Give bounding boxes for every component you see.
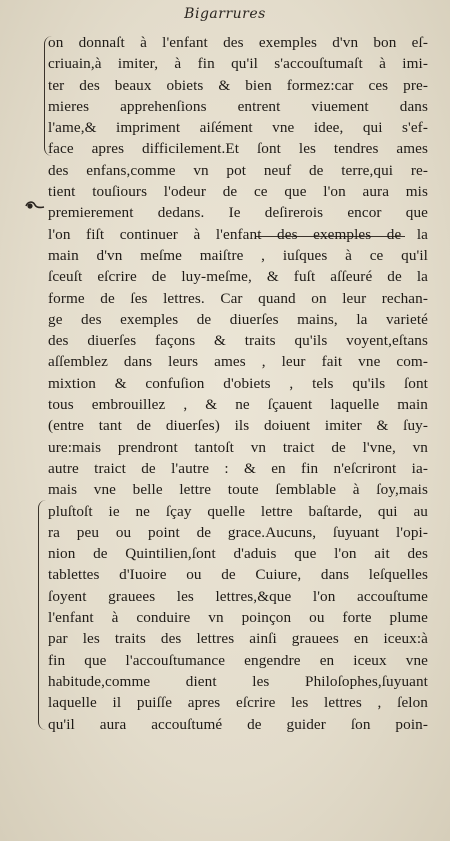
text-line: tient touſiours l'odeur de ce que l'on aura mis: [48, 183, 428, 201]
text-line: criuain,à imiter, à fin qu'il s'accouſtumaſt à imi-: [48, 55, 428, 73]
text-line: ge des exemples de diuerſes mains, la varieté: [48, 310, 428, 328]
manicule-mark-icon: [24, 198, 46, 214]
text-line: mais vne belle lettre toute ſemblable à ſoy,mais: [48, 481, 428, 499]
running-header: Bigarrures: [184, 6, 266, 22]
text-line: qu'il aura accouſtumé de guider ſon poin-: [48, 715, 428, 733]
text-line: tous embrouillez , & ne ſçauent laquelle main: [48, 396, 428, 414]
text-line: l'on fiſt continuer à l'enfant des exemples de la: [48, 225, 428, 243]
text-line: laquelle il puiſſe apres eſcrire les lettres , ſelon: [48, 694, 428, 712]
text-line: mieres apprehenſions entrent viuement dans: [48, 97, 428, 115]
text-line: aſſemblez dans leurs ames , leur fait vne com-: [48, 353, 428, 371]
text-line: habitude,comme dient les Philoſophes,ſuyuant: [48, 672, 428, 690]
text-line: ra peu ou point de grace.Aucuns, ſuyuant l'opi-: [48, 523, 428, 541]
text-line: l'enfant à conduire vn poinçon ou forte plume: [48, 609, 428, 627]
text-line: ure:mais prendront tantoſt vn traict de l'vne, vn: [48, 438, 428, 456]
text-line: on donnaſt à l'enfant des exemples d'vn bon eſ-: [48, 34, 428, 51]
text-line: mixtion & confuſion d'obiets , tels qu'ils ſont: [48, 374, 428, 392]
text-line: forme de ſes lettres. Car quand on leur rechan-: [48, 289, 428, 307]
text-line: (entre tant de diuerſes) ils doiuent imiter & ſuy-: [48, 417, 428, 435]
text-line: pluſtoſt ie ne ſçay quelle lettre baſtarde, qui au: [48, 502, 428, 520]
text-line: ſoyent grauees les lettres,&que l'on accouſtume: [48, 587, 428, 605]
text-line: ſceuſt eſcrire de luy-meſme, & fuſt aſſeuré de la: [48, 268, 428, 286]
margin-bracket-bottom: [38, 500, 47, 730]
text-line: nion de Quintilien,ſont d'aduis que l'on ait des: [48, 545, 428, 563]
text-line: face apres difficilement.Et ſont les tendres ames: [48, 140, 428, 158]
text-line: main d'vn meſme maiſtre , iuſques à ce qu'il: [48, 246, 428, 264]
text-line: tablettes d'Iuoire ou de Cuiure, dans leſquelles: [48, 566, 428, 584]
text-line: premierement dedans. Ie deſirerois encor que: [48, 204, 428, 222]
text-line: ter des beaux obiets & bien formez:car ces pre-: [48, 76, 428, 94]
text-line: des diuerſes façons & traits qu'ils voyent,eſtans: [48, 332, 428, 350]
text-line: fin que l'accouſtumance engendre en iceux vne: [48, 651, 428, 669]
page-body-text: [48, 32, 428, 735]
text-line: par les traits des lettres ainſi grauees en iceux:à: [48, 630, 428, 648]
text-line: des enfans,comme vn pot neuf de terre,qui re-: [48, 161, 428, 179]
text-line: l'ame,& impriment aiſément vne idee, qui s'ef-: [48, 119, 428, 137]
text-line: autre traict de l'autre : & en fin n'eſcriront ia-: [48, 459, 428, 477]
